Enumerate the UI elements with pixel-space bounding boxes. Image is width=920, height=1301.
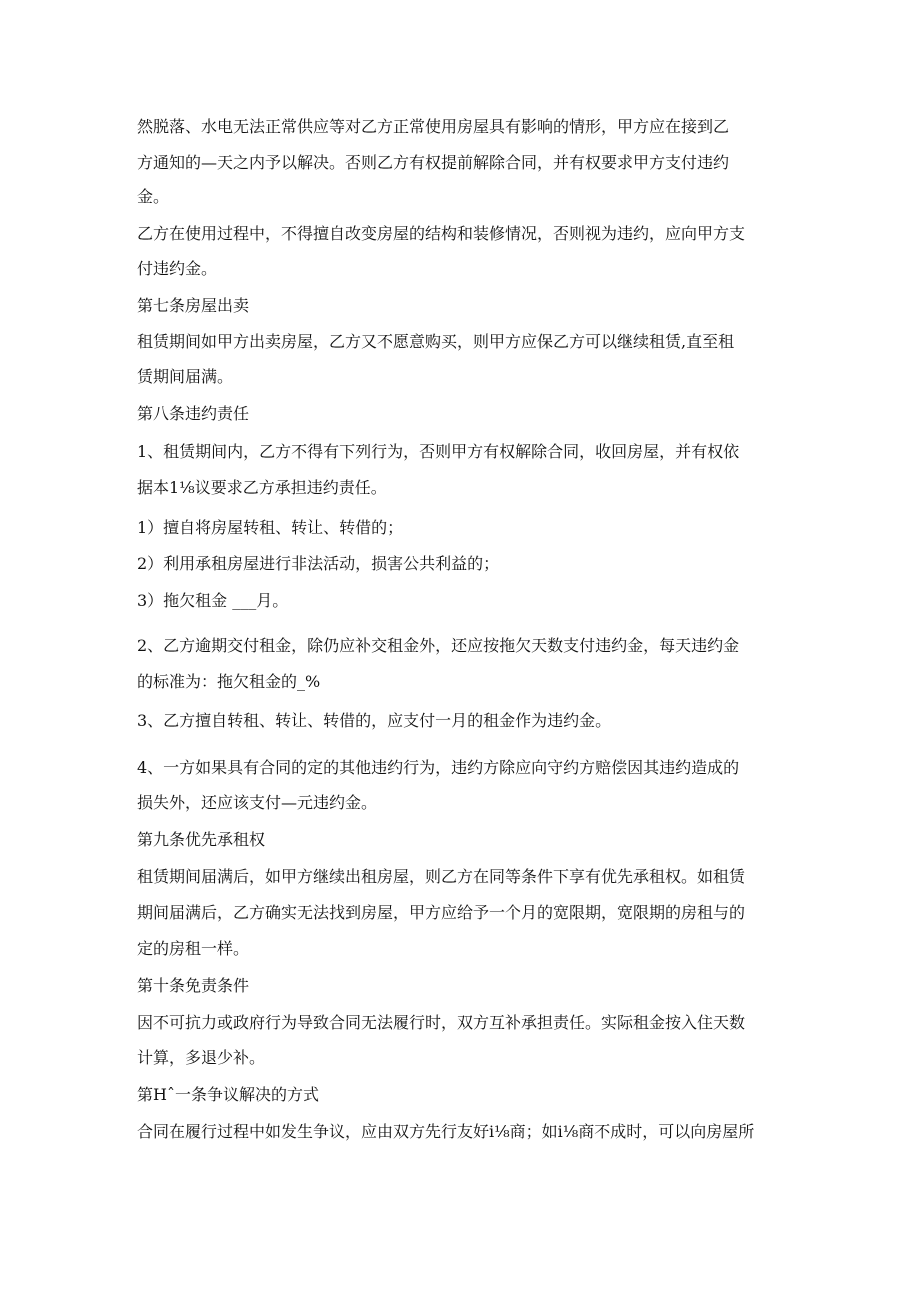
text-line: 2、乙方逾期交付租金，除仍应补交租金外，还应按拖欠天数支付违约金，每天违约金: [137, 636, 740, 655]
text-line: 据本1⅛议要求乙方承担违约责任。: [137, 478, 387, 497]
text-line: 然脱落、水电无法正常供应等对乙方正常使用房屋具有影响的情形，甲方应在接到乙: [137, 117, 730, 136]
text-line: 付违约金。: [137, 259, 218, 278]
list-item: 2）利用承租房屋进行非法活动，损害公共利益的；: [137, 554, 500, 573]
text-line: 4、一方如果具有合同的定的其他违约行为，违约方除应向守约方赔偿因其违约造成的: [137, 758, 740, 777]
text-line: 计算，多退少补。: [137, 1048, 266, 1067]
text-line: 3、乙方擅自转租、转让、转借的，应支付一月的租金作为违约金。: [137, 711, 612, 730]
list-item: 1）擅自将房屋转租、转让、转借的；: [137, 518, 404, 537]
section-heading: 第Hˆ一条争议解决的方式: [137, 1085, 319, 1104]
section-heading: 第十条免责条件: [137, 976, 250, 995]
text-line: 赁期间届满。: [137, 367, 234, 386]
section-heading: 第九条优先承租权: [137, 830, 266, 849]
list-item: 3）拖欠租金 ___月。: [137, 591, 289, 610]
text-line: 租赁期间届满后，如甲方继续出租房屋，则乙方在同等条件下享有优先承租权。如租赁: [137, 867, 746, 886]
text-line: 期间届满后，乙方确实无法找到房屋，甲方应给予一个月的宽限期，宽限期的房租与的: [137, 903, 746, 922]
text-line: 定的房租一样。: [137, 939, 250, 958]
section-heading: 第七条房屋出卖: [137, 296, 250, 315]
text-line: 1、租赁期间内，乙方不得有下列行为，否则甲方有权解除合同，收回房屋，并有权依: [137, 442, 740, 461]
text-line: 合同在履行过程中如发生争议，应由双方先行友好i⅛商；如i⅛商不成时，可以向房屋所: [137, 1122, 755, 1141]
section-heading: 第八条违约责任: [137, 404, 250, 423]
text-line: 的标准为：拖欠租金的_%: [137, 672, 321, 691]
text-line: 租赁期间如甲方出卖房屋，乙方又不愿意购买，则甲方应保乙方可以继续租赁,直至租: [137, 332, 735, 351]
text-line: 乙方在使用过程中，不得擅自改变房屋的结构和装修情况，否则视为违约，应向甲方支: [137, 224, 746, 243]
text-line: 方通知的—天之内予以解决。否则乙方有权提前解除合同，并有权要求甲方支付违约: [137, 153, 730, 172]
text-line: 金。: [137, 187, 170, 206]
text-line: 因不可抗力或政府行为导致合同无法履行时，双方互补承担责任。实际租金按入住天数: [137, 1013, 746, 1032]
text-line: 损失外，还应该支付—元违约金。: [137, 793, 378, 812]
